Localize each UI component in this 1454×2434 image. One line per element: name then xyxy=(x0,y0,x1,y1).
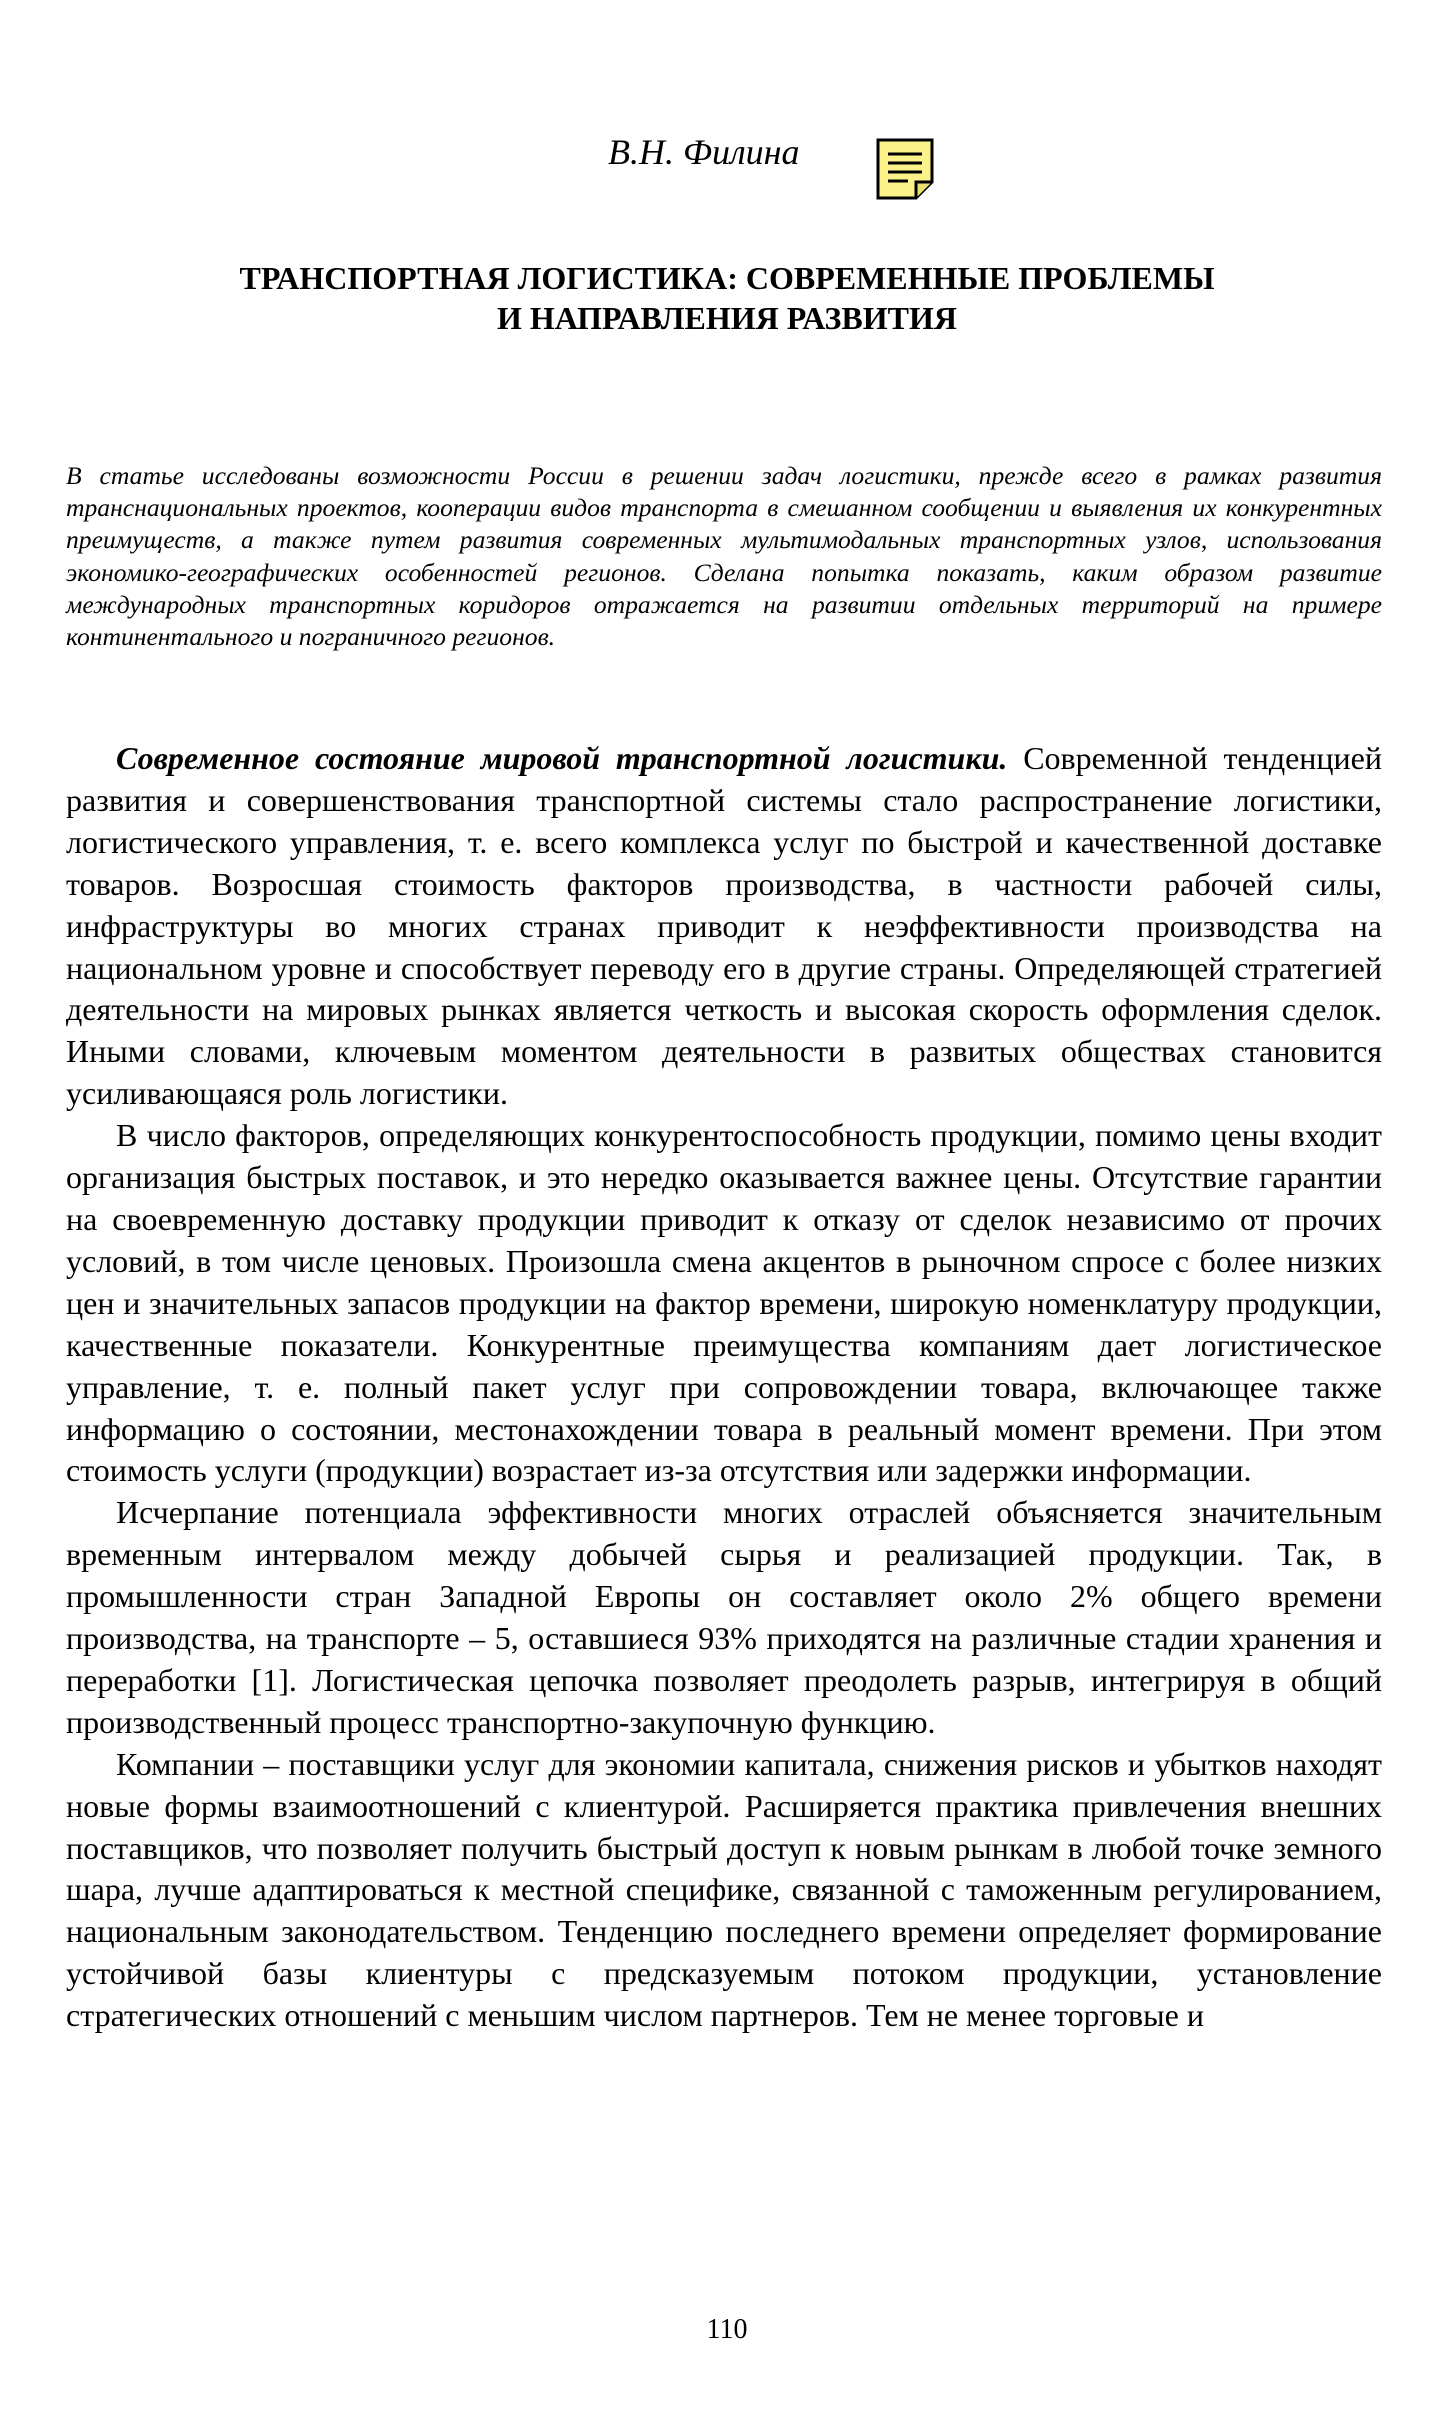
author-name: В.Н. Филина xyxy=(608,132,800,172)
article-title xyxy=(100,258,1354,338)
title-line-1: ТРАНСПОРТНАЯ ЛОГИСТИКА: СОВРЕМЕННЫЕ ПРОБЛЕМЫ xyxy=(239,260,1215,296)
body-paragraph-1 xyxy=(66,738,1382,1115)
note-icon-graphic xyxy=(874,136,936,202)
article-body xyxy=(66,738,1382,2037)
author-row xyxy=(0,118,1454,198)
note-icon[interactable] xyxy=(874,136,936,202)
body-paragraph-2: В число факторов, определяющих конкурентоспособность продукции, помимо цены входит организация быстрых поставок, и это нередко оказывается важнее цены. Отсутствие гарантии на своевременную доставку продукции приводит к отказу от сделок независимо от прочих условий, в том числе ценовых. Произошла смена акцентов в рыночном спросе с более низких цен и значительных запасов продукции на фактор времени, широкую номенклатуру продукции, качественные показатели. Конкурентные преимущества компаниям дает логистическое управление, т. е. полный пакет услуг при сопровождении товара, включающее также информацию о состоянии, местонахождении товара в реальный момент времени. При этом стоимость услуги (продукции) возрастает из-за отсутствия или задержки информации. xyxy=(66,1117,1382,1489)
body-paragraph-4: Компании – поставщики услуг для экономии капитала, снижения рисков и убытков находят новые формы взаимоотношений с клиентурой. Расширяется практика привлечения внешних поставщиков, что позволяет получить быстрый доступ к новым рынкам в любой точке земного шара, лучше адаптироваться к местной специфике, связанной с таможенным регулированием, национальным законодательством. Тенденцию последнего времени определяет формирование устойчивой базы клиентуры с предсказуемым потоком продукции, установление стратегических отношений с меньшим числом партнеров. Тем не менее торговые и xyxy=(66,1745,1382,2034)
title-line-2: И НАПРАВЛЕНИЯ РАЗВИТИЯ xyxy=(497,300,957,336)
abstract: В статье исследованы возможности России в решении задач логистики, прежде всего в рамках развития транснациональных проектов, кооперации видов транспорта в смешанном сообщении и выявления их конкурентных преимуществ, а также путем развития современных мультимодальных транспортных узлов, использования экономико-географических особенностей регионов. Сделана попытка показать, каким образом развитие международных транспортных коридоров отражается на развитии отдельных территорий на примере континентального и пограничного регионов. xyxy=(66,461,1382,652)
page-number: 110 xyxy=(706,2314,748,2345)
section-heading: Современное состояние мировой транспортной логистики. xyxy=(116,740,1008,776)
body-paragraph-3: Исчерпание потенциала эффективности многих отраслей объясняется значительным временным интервалом между добычей сырья и реализацией продукции. Так, в промышленности стран Западной Европы он составляет около 2% общего времени производства, на транспорте – 5, оставшиеся 93% приходятся на различные стадии хранения и переработки [1]. Логистическая цепочка позволяет преодолеть разрыв, интегрируя в общий производственный процесс транспортно-закупочную функцию. xyxy=(66,1494,1382,1740)
paragraph-1-text: Современной тенденцией развития и совершенствования транспортной системы стало распространение логистики, логистического управления, т. е. всего комплекса услуг по быстрой и качественной доставке товаров. Возросшая стоимость факторов производства, в частности рабочей силы, инфраструктуры во многих странах приводит к неэффективности производства на национальном уровне и способствует переводу его в другие страны. Определяющей стратегией деятельности на мировых рынках является четкость и высокая скорость оформления сделок. Иными словами, ключевым моментом деятельности в развитых обществах становится усиливающаяся роль логистики. xyxy=(66,740,1382,1112)
